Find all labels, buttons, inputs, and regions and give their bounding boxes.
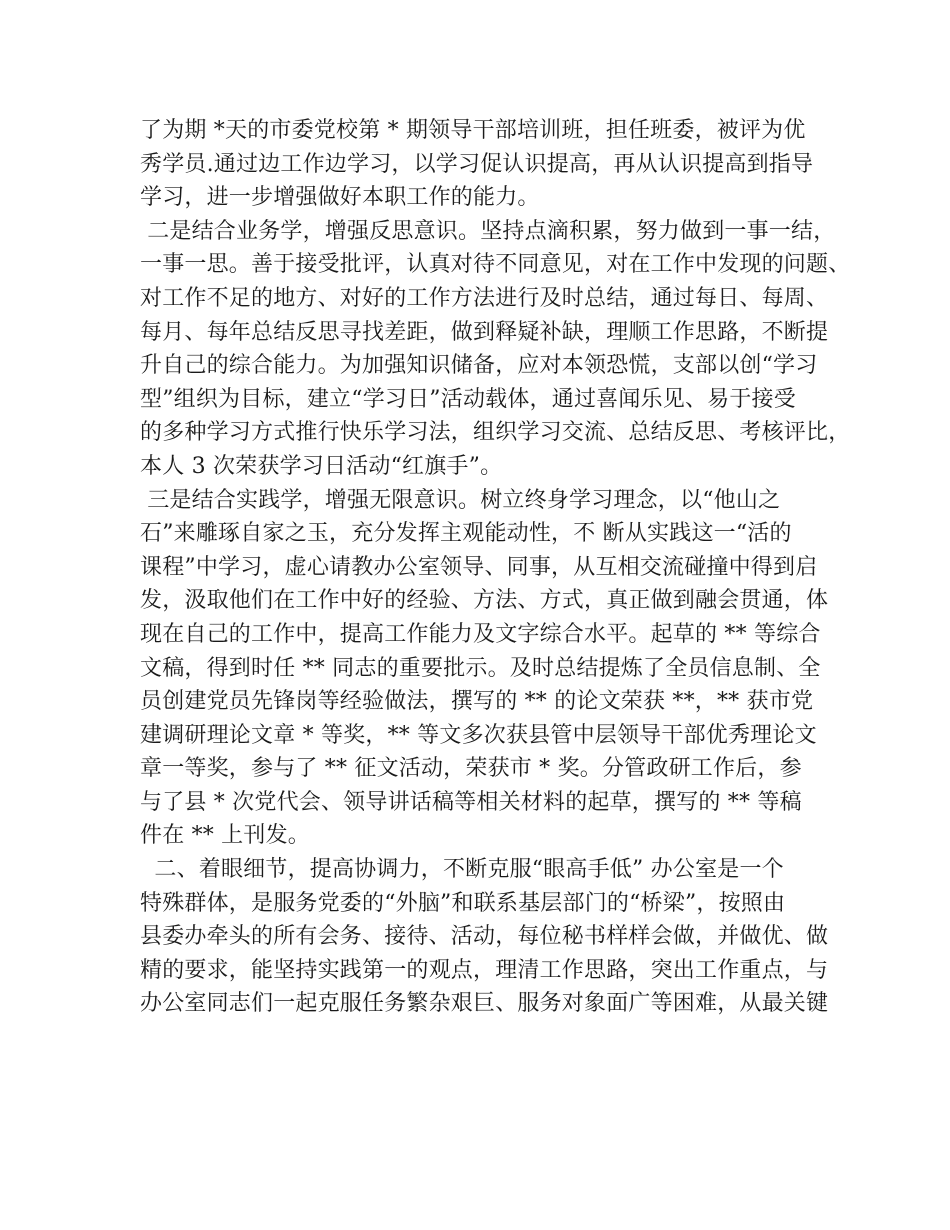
text-line: 特殊群体，是服务党委的“外脑”和联系基层部门的“桥梁”，按照由	[140, 890, 786, 916]
text-line: 二、着眼细节，提高协调力，不断克服“眼高手低” 办公室是一个	[140, 857, 784, 883]
text-line: 课程”中学习，虚心请教办公室领导、同事，从互相交流碰撞中得到启	[140, 554, 818, 580]
text-line: 章一等奖，参与了 ** 征文活动，荣获市 * 奖。分管政研工作后，参	[140, 756, 802, 782]
text-line: 对工作不足的地方、对好的工作方法进行及时总结，通过每日、每周、	[140, 285, 829, 311]
text-line: 二是结合业务学，增强反思意识。坚持点滴积累，努力做到一事一结，	[140, 218, 836, 244]
text-line: 三是结合实践学，增强无限意识。树立终身学习理念，以“他山之	[140, 487, 781, 513]
text-line: 精的要求，能坚持实践第一的观点，理清工作思路，突出工作重点，与	[140, 957, 829, 983]
text-line: 学习，进一步增强做好本职工作的能力。	[140, 185, 540, 211]
text-line: 了为期 *天的市委党校第 * 期领导干部培训班，担任班委，被评为优	[140, 118, 806, 143]
text-line: 文稿，得到时任 ** 同志的重要批示。及时总结提炼了全员信息制、全	[140, 655, 821, 681]
text-line: 现在自己的工作中，提高工作能力及文字综合水平。起草的 ** 等综合	[140, 621, 821, 647]
text-line: 建调研理论文章 * 等奖，** 等文多次获县管中层领导干部优秀理论文	[140, 722, 817, 748]
text-line: 的多种学习方式推行快乐学习法，组织学习交流、总结反思、考核评比，	[140, 420, 851, 446]
text-line: 型”组织为目标，建立“学习日”活动载体，通过喜闻乐见、易于接受	[140, 386, 796, 412]
text-line: 办公室同志们一起克服任务繁杂艰巨、服务对象面广等困难，从最关键	[140, 991, 829, 1017]
text-line: 件在 ** 上刊发。	[140, 823, 310, 849]
text-line: 石”来雕琢自家之玉，充分发挥主观能动性，不 断从实践这一“活的	[140, 521, 792, 547]
text-line: 一事一思。善于接受批评，认真对待不同意见，对在工作中发现的问题、	[140, 252, 851, 278]
text-line: 发，汲取他们在工作中好的经验、方法、方式，真正做到融会贯通，体	[140, 588, 829, 614]
text-line: 本人 3 次荣获学习日活动“红旗手”。	[140, 453, 503, 479]
text-line: 秀学员.通过边工作边学习，以学习促认识提高，再从认识提高到指导	[140, 151, 814, 177]
text-line: 与了县 * 次党代会、领导讲话稿等相关材料的起草，撰写的 ** 等稿	[140, 789, 802, 815]
text-line: 升自己的综合能力。为加强知识储备，应对本领恐慌，支部以创“学习	[140, 353, 818, 379]
text-line: 员创建党员先锋岗等经验做法，撰写的 ** 的论文荣获 **，** 获市党	[140, 689, 814, 715]
text-line: 县委办牵头的所有会务、接待、活动，每位秘书样样会做，并做优、做	[140, 924, 829, 950]
text-line: 每月、每年总结反思寻找差距，做到释疑补缺，理顺工作思路，不断提	[140, 319, 829, 345]
document-body	[140, 114, 851, 1021]
